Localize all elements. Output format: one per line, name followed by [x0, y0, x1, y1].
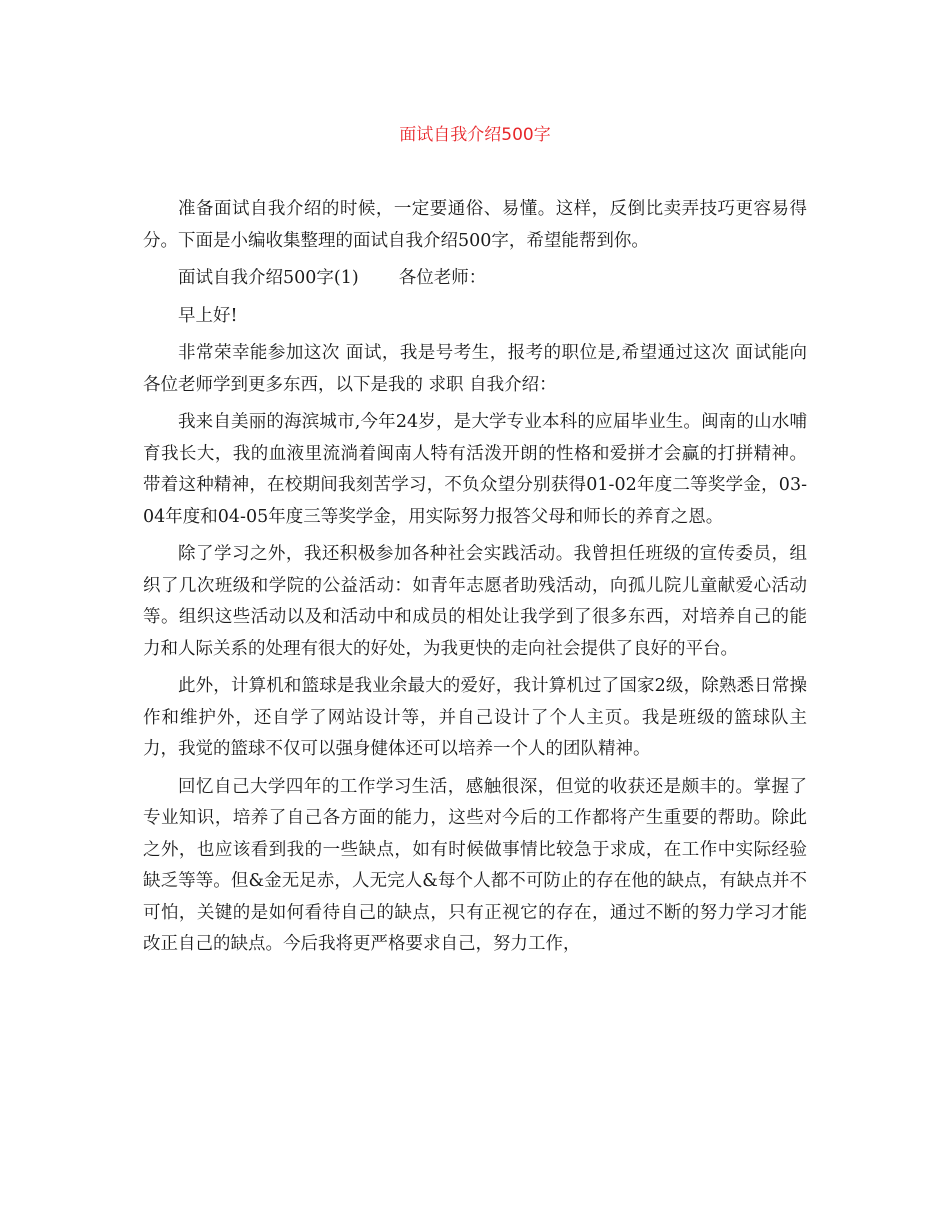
- document-body: [143, 194, 807, 967]
- paragraph-heading-greeting: [143, 263, 807, 295]
- salutation: 各位老师：: [398, 268, 487, 288]
- paragraph-hobbies: 此外，计算机和篮球是我业余最大的爱好，我计算机过了国家2级，除熟悉日常操作和维护外，还自学了网站设计等，并自己设计了个人主页。我是班级的篮球队主力，我觉的篮球不仅可以强身健体还可以培养一个人的团队精神。: [143, 676, 807, 759]
- paragraph-good-morning: 早上好!: [178, 305, 238, 326]
- paragraph-reflection: 回忆自己大学四年的工作学习生活，感触很深，但觉的收获还是颇丰的。掌握了专业知识，培养了自己各方面的能力，这些对今后的工作都将产生重要的帮助。除此之外，也应该看到我的一些缺点，如有时候做事情比较急于求成，在工作中实际经验缺乏等等。但&金无足赤，人无完人&每个人都不可防止的存在他的缺点，有缺点并不可怕，关键的是如何看待自己的缺点，只有正视它的存在，通过不断的努力学习才能改正自己的缺点。今后我将更严格要求自己，努力工作，: [143, 776, 807, 954]
- paragraph-intro: 准备面试自我介绍的时候，一定要通俗、易懂。这样，反倒比卖弄技巧更容易得分。下面是小编收集整理的面试自我介绍500字，希望能帮到你。: [143, 199, 807, 251]
- paragraph-activities: 除了学习之外，我还积极参加各种社会实践活动。我曾担任班级的宣传委员，组织了几次班级和学院的公益活动：如青年志愿者助残活动，向孤儿院儿童献爱心活动等。组织这些活动以及和活动中和成员的相处让我学到了很多东西，对培养自己的能力和人际关系的处理有很大的好处，为我更快的走向社会提供了良好的平台。: [143, 544, 807, 659]
- document-title: 面试自我介绍500字: [399, 125, 551, 145]
- paragraph-opening: 非常荣幸能参加这次 面试，我是号考生，报考的职位是,希望通过这次 面试能向各位老师学到更多东西，以下是我的 求职 自我介绍：: [143, 343, 807, 395]
- paragraph-background: 我来自美丽的海滨城市,今年24岁，是大学专业本科的应届毕业生。闽南的山水哺育我长大，我的血液里流淌着闽南人特有活泼开朗的性格和爱拼才会赢的打拼精神。带着这种精神，在校期间我刻苦学习，不负众望分别获得01-02年度二等奖学金，03-04年度和04-05年度三等奖学金，用实际努力报答父母和师长的养育之恩。: [143, 412, 807, 527]
- section-heading: 面试自我介绍500字(1): [178, 268, 359, 288]
